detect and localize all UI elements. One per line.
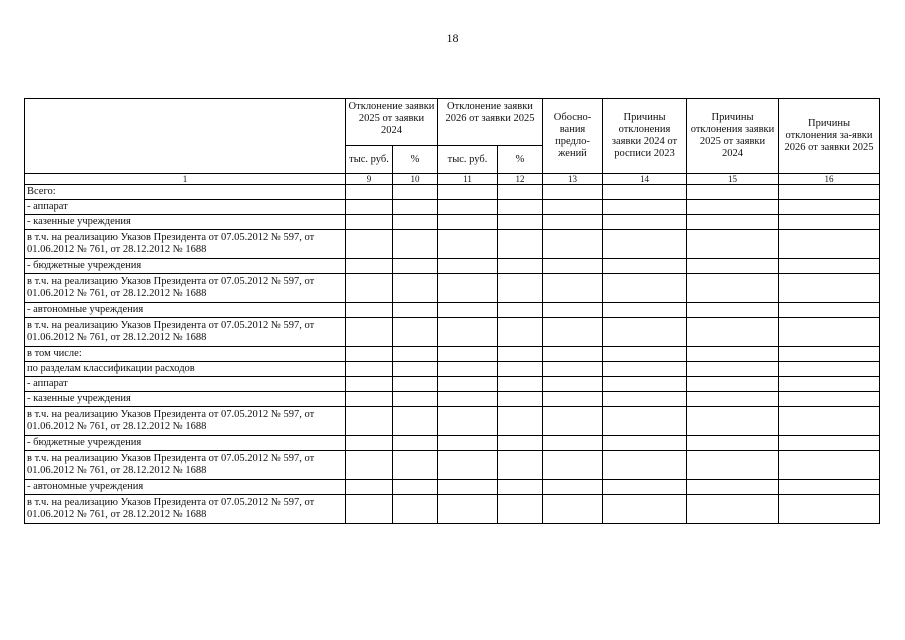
- table-cell: [543, 436, 603, 451]
- table-cell: [687, 347, 779, 362]
- table-cell: [779, 392, 880, 407]
- column-number: 13: [543, 174, 603, 185]
- table-cell: [346, 392, 393, 407]
- column-number: 12: [498, 174, 543, 185]
- table-cell: [438, 259, 498, 274]
- header-percent-2025: %: [393, 146, 438, 174]
- table-cell: [779, 436, 880, 451]
- table-cell: [779, 318, 880, 347]
- table-cell: [543, 274, 603, 303]
- table-cell: [543, 392, 603, 407]
- budget-deviation-table: [24, 98, 880, 524]
- header-name: [25, 99, 346, 174]
- row-label: в т.ч. на реализацию Указов Президента от 07.05.2012 № 597, от 01.06.2012 № 761, от 28.12.2012 № 1688: [25, 318, 346, 347]
- table-row: [25, 451, 880, 480]
- table-cell: [687, 259, 779, 274]
- row-label: в т.ч. на реализацию Указов Президента от 07.05.2012 № 597, от 01.06.2012 № 761, от 28.12.2012 № 1688: [25, 495, 346, 524]
- table-cell: [438, 215, 498, 230]
- table-cell: [779, 451, 880, 480]
- table-cell: [346, 303, 393, 318]
- table-row: [25, 274, 880, 303]
- table-cell: [603, 274, 687, 303]
- row-label: Всего:: [25, 185, 346, 200]
- table-cell: [543, 451, 603, 480]
- table-cell: [603, 215, 687, 230]
- table-cell: [687, 451, 779, 480]
- table-cell: [393, 230, 438, 259]
- page-number: 18: [446, 31, 459, 45]
- table-cell: [543, 480, 603, 495]
- table-cell: [543, 362, 603, 377]
- table-cell: [393, 451, 438, 480]
- table-row: [25, 495, 880, 524]
- table-row: [25, 200, 880, 215]
- table-cell: [438, 407, 498, 436]
- table-cell: [438, 303, 498, 318]
- table-cell: [603, 480, 687, 495]
- table-cell: [603, 495, 687, 524]
- table-cell: [498, 495, 543, 524]
- table-cell: [603, 436, 687, 451]
- table-cell: [393, 480, 438, 495]
- table-cell: [498, 392, 543, 407]
- table-row: [25, 362, 880, 377]
- header-percent-2026: %: [498, 146, 543, 174]
- table-cell: [543, 303, 603, 318]
- table-cell: [498, 274, 543, 303]
- table-cell: [543, 495, 603, 524]
- table-cell: [543, 407, 603, 436]
- table-cell: [543, 259, 603, 274]
- table-cell: [346, 377, 393, 392]
- table-cell: [393, 259, 438, 274]
- row-label: - казенные учреждения: [25, 392, 346, 407]
- table-cell: [543, 215, 603, 230]
- table-cell: [393, 200, 438, 215]
- table-cell: [346, 230, 393, 259]
- table-row: [25, 303, 880, 318]
- table-cell: [603, 259, 687, 274]
- table-cell: [393, 392, 438, 407]
- table-cell: [779, 480, 880, 495]
- table-row: [25, 436, 880, 451]
- table-cell: [687, 200, 779, 215]
- column-number: 15: [687, 174, 779, 185]
- column-number: 9: [346, 174, 393, 185]
- table-cell: [438, 377, 498, 392]
- table-cell: [779, 259, 880, 274]
- table-cell: [779, 495, 880, 524]
- table-cell: [779, 230, 880, 259]
- row-label: - казенные учреждения: [25, 215, 346, 230]
- table-cell: [346, 259, 393, 274]
- table-cell: [346, 362, 393, 377]
- table-row: [25, 215, 880, 230]
- table-row: [25, 185, 880, 200]
- table-cell: [687, 318, 779, 347]
- table-cell: [498, 200, 543, 215]
- table-cell: [346, 274, 393, 303]
- table-cell: [438, 362, 498, 377]
- table-cell: [498, 407, 543, 436]
- table-cell: [603, 185, 687, 200]
- table-cell: [498, 303, 543, 318]
- table-cell: [438, 318, 498, 347]
- table-row: [25, 407, 880, 436]
- table-cell: [438, 230, 498, 259]
- table-cell: [603, 318, 687, 347]
- table-cell: [603, 230, 687, 259]
- table-cell: [438, 274, 498, 303]
- table-cell: [603, 377, 687, 392]
- table-body: [25, 185, 880, 524]
- table-cell: [687, 377, 779, 392]
- row-label: - аппарат: [25, 200, 346, 215]
- table-cell: [393, 495, 438, 524]
- table-cell: [779, 303, 880, 318]
- table-cell: [603, 200, 687, 215]
- table-cell: [438, 436, 498, 451]
- table-cell: [687, 274, 779, 303]
- table-cell: [498, 215, 543, 230]
- header-reasons-2024: Причины отклонения заявки 2024 от росписи 2023: [603, 99, 687, 174]
- row-label: в т.ч. на реализацию Указов Президента от 07.05.2012 № 597, от 01.06.2012 № 761, от 28.12.2012 № 1688: [25, 451, 346, 480]
- table-cell: [779, 274, 880, 303]
- table-cell: [543, 200, 603, 215]
- table-cell: [687, 230, 779, 259]
- table-cell: [603, 451, 687, 480]
- table-cell: [779, 200, 880, 215]
- row-label: по разделам классификации расходов: [25, 362, 346, 377]
- table-cell: [687, 215, 779, 230]
- table-cell: [346, 215, 393, 230]
- table-cell: [603, 407, 687, 436]
- column-number: 10: [393, 174, 438, 185]
- table-cell: [779, 185, 880, 200]
- header-justification: Обосно-вания предло-жений: [543, 99, 603, 174]
- table-cell: [603, 303, 687, 318]
- table-cell: [498, 362, 543, 377]
- header-reasons-2026: Причины отклонения за-явки 2026 от заявки 2025: [779, 99, 880, 174]
- table-cell: [687, 303, 779, 318]
- column-number: 16: [779, 174, 880, 185]
- column-number: 14: [603, 174, 687, 185]
- table-cell: [393, 347, 438, 362]
- header-thous-rub-2026: тыс. руб.: [438, 146, 498, 174]
- row-label: в т.ч. на реализацию Указов Президента от 07.05.2012 № 597, от 01.06.2012 № 761, от 28.12.2012 № 1688: [25, 274, 346, 303]
- table-cell: [779, 215, 880, 230]
- table-cell: [687, 407, 779, 436]
- table-cell: [346, 200, 393, 215]
- table-cell: [346, 318, 393, 347]
- header-reasons-2025: Причины отклонения заявки 2025 от заявки 2024: [687, 99, 779, 174]
- table-cell: [393, 436, 438, 451]
- table-cell: [438, 480, 498, 495]
- table-cell: [687, 436, 779, 451]
- table-cell: [543, 377, 603, 392]
- table-cell: [498, 318, 543, 347]
- table-row: [25, 230, 880, 259]
- table-cell: [346, 451, 393, 480]
- table-cell: [498, 436, 543, 451]
- table-cell: [498, 347, 543, 362]
- column-number: 11: [438, 174, 498, 185]
- table-cell: [438, 185, 498, 200]
- table-cell: [603, 392, 687, 407]
- table-cell: [393, 185, 438, 200]
- table-cell: [438, 200, 498, 215]
- table-cell: [498, 185, 543, 200]
- table-row: [25, 392, 880, 407]
- table-cell: [438, 495, 498, 524]
- table-cell: [779, 362, 880, 377]
- header-deviation-2026: Отклонение заявки 2026 от заявки 2025: [438, 99, 543, 146]
- table-cell: [543, 318, 603, 347]
- table-cell: [346, 185, 393, 200]
- table-cell: [438, 347, 498, 362]
- table-cell: [603, 362, 687, 377]
- row-label: в том числе:: [25, 347, 346, 362]
- table-cell: [393, 362, 438, 377]
- table-cell: [543, 185, 603, 200]
- table-row: [25, 480, 880, 495]
- table-cell: [687, 362, 779, 377]
- table-row: [25, 259, 880, 274]
- table-cell: [498, 377, 543, 392]
- table-cell: [498, 480, 543, 495]
- table-cell: [687, 392, 779, 407]
- table-row: [25, 318, 880, 347]
- table-cell: [393, 274, 438, 303]
- table-cell: [687, 185, 779, 200]
- row-label: - бюджетные учреждения: [25, 436, 346, 451]
- table-cell: [687, 480, 779, 495]
- table-cell: [438, 392, 498, 407]
- table-cell: [498, 259, 543, 274]
- table-cell: [779, 347, 880, 362]
- header-thous-rub-2025: тыс. руб.: [346, 146, 393, 174]
- table-row: [25, 347, 880, 362]
- header-deviation-2025: Отклонение заявки 2025 от заявки 2024: [346, 99, 438, 146]
- table-cell: [346, 347, 393, 362]
- table-cell: [779, 377, 880, 392]
- row-label: - автономные учреждения: [25, 480, 346, 495]
- row-label: - аппарат: [25, 377, 346, 392]
- table-cell: [543, 230, 603, 259]
- table-cell: [346, 407, 393, 436]
- table-cell: [438, 451, 498, 480]
- table-cell: [498, 451, 543, 480]
- table-cell: [393, 303, 438, 318]
- table-cell: [346, 495, 393, 524]
- row-label: - бюджетные учреждения: [25, 259, 346, 274]
- row-label: - автономные учреждения: [25, 303, 346, 318]
- table-cell: [346, 480, 393, 495]
- table-cell: [393, 407, 438, 436]
- table-cell: [346, 436, 393, 451]
- column-number: 1: [25, 174, 346, 185]
- table-cell: [393, 215, 438, 230]
- table-cell: [543, 347, 603, 362]
- table-cell: [393, 377, 438, 392]
- table-cell: [779, 407, 880, 436]
- table-cell: [603, 347, 687, 362]
- row-label: в т.ч. на реализацию Указов Президента от 07.05.2012 № 597, от 01.06.2012 № 761, от 28.12.2012 № 1688: [25, 230, 346, 259]
- table-cell: [687, 495, 779, 524]
- table-cell: [498, 230, 543, 259]
- row-label: в т.ч. на реализацию Указов Президента от 07.05.2012 № 597, от 01.06.2012 № 761, от 28.12.2012 № 1688: [25, 407, 346, 436]
- table-cell: [393, 318, 438, 347]
- table-row: [25, 377, 880, 392]
